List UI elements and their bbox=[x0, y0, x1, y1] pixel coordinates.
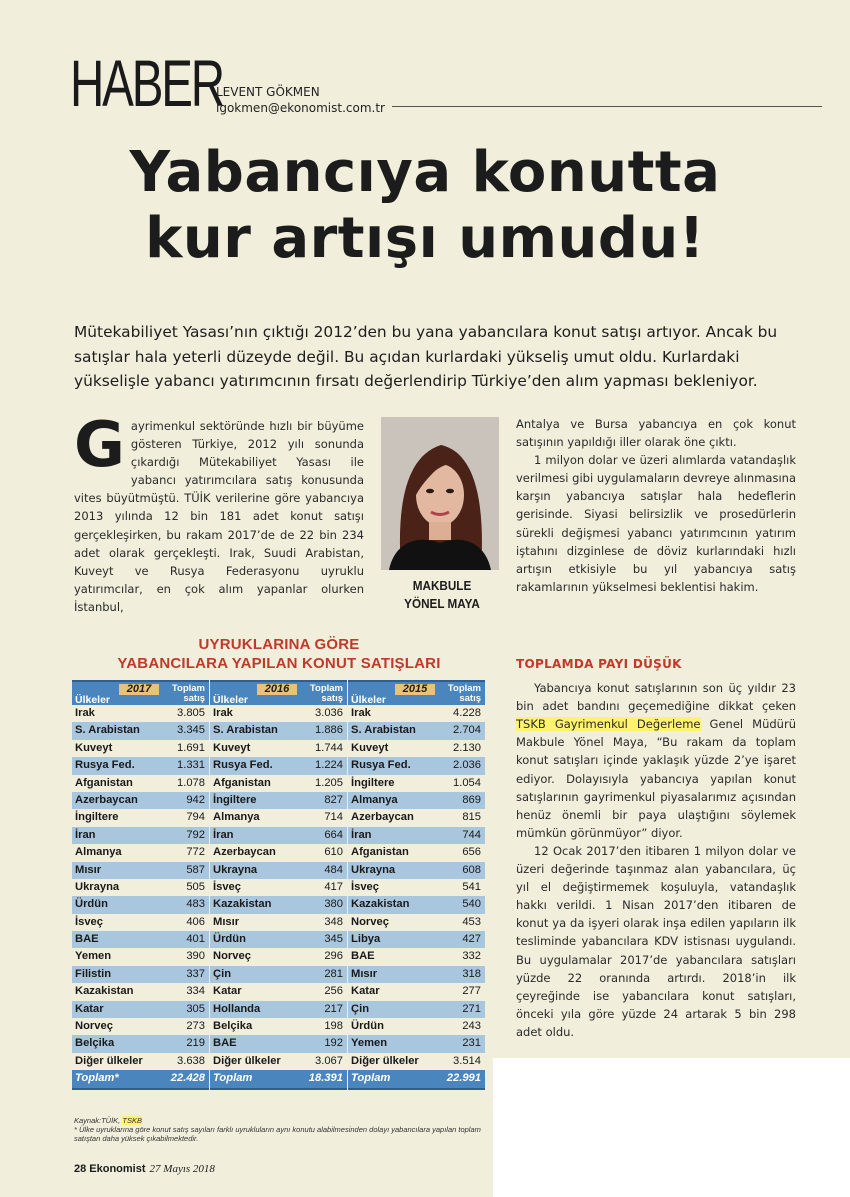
body-paragraph: 1 milyon dolar ve üzeri alımlarda vatandaşlık verilmesi gibi uygulamaların devreye alınmasına karşın yabancıya satışlar hala hedeflerin gerisinde. Siyasi belirsizlik ve prosedürlerin sürekli değişmesi yabancı yatırımcının yatırım iştahını dizginlese de döviz kurlarındaki hızlı artışın etkisiyle bu yıl yabancıya satış rakamlarının yükselmesi beklentisi hakim. bbox=[516, 453, 796, 594]
sales-cell: 792 bbox=[186, 828, 205, 841]
table-row bbox=[210, 948, 347, 965]
column-header-total bbox=[310, 684, 343, 704]
country-cell: Çin bbox=[351, 1002, 370, 1015]
table-row bbox=[210, 827, 347, 844]
table-row bbox=[72, 879, 209, 896]
country-cell: Belçika bbox=[213, 1020, 253, 1033]
author-block bbox=[216, 84, 385, 116]
column-header-country: Ülkeler bbox=[351, 694, 387, 706]
country-cell: Yemen bbox=[75, 950, 112, 963]
author-name: LEVENT GÖKMEN bbox=[216, 85, 320, 99]
country-cell: Norveç bbox=[213, 950, 251, 963]
sales-cell: 390 bbox=[186, 950, 205, 963]
table-row bbox=[72, 931, 209, 948]
sales-cell: 1.078 bbox=[177, 776, 205, 789]
country-cell: İran bbox=[351, 828, 372, 841]
sales-cell: 3.638 bbox=[177, 1054, 205, 1067]
country-cell: BAE bbox=[213, 1037, 237, 1050]
table-row bbox=[348, 809, 485, 826]
sales-cell: 401 bbox=[186, 933, 205, 946]
blank-area bbox=[493, 1058, 850, 1197]
column-header-total-1: Toplam bbox=[171, 683, 205, 694]
sales-cell: 271 bbox=[462, 1002, 481, 1015]
column-header-country: Ülkeler bbox=[75, 694, 111, 706]
headline-line-2: kur artışı umudu! bbox=[145, 206, 705, 271]
country-cell: Kazakistan bbox=[351, 898, 410, 911]
column-header-total-1: Toplam bbox=[447, 683, 481, 694]
table-row bbox=[72, 1018, 209, 1035]
table-row bbox=[210, 966, 347, 983]
sales-cell: 273 bbox=[186, 1020, 205, 1033]
table-row bbox=[348, 705, 485, 722]
country-cell: Rusya Fed. bbox=[75, 759, 135, 772]
table-row bbox=[210, 879, 347, 896]
sales-cell: 1.205 bbox=[315, 776, 343, 789]
country-cell: Azerbaycan bbox=[213, 846, 276, 859]
table-row bbox=[348, 862, 485, 879]
body-column-1 bbox=[74, 408, 364, 616]
table-title-line-2: YABANCILARA YAPILAN KONUT SATIŞLARI bbox=[117, 655, 441, 672]
country-cell: Kuveyt bbox=[351, 741, 389, 754]
sales-cell: 3.067 bbox=[315, 1054, 343, 1067]
sales-cell: 406 bbox=[186, 915, 205, 928]
sales-cell: 3.345 bbox=[177, 724, 205, 737]
sales-cell: 1.886 bbox=[315, 724, 343, 737]
table-row bbox=[348, 740, 485, 757]
sales-cell: 483 bbox=[186, 898, 205, 911]
table-row bbox=[72, 792, 209, 809]
table-row bbox=[348, 775, 485, 792]
sales-cell: 219 bbox=[186, 1037, 205, 1050]
country-cell: Azerbaycan bbox=[75, 793, 138, 806]
column-header-country: Ülkeler bbox=[213, 694, 249, 706]
country-cell: Belçika bbox=[75, 1037, 115, 1050]
table-row bbox=[348, 896, 485, 913]
country-cell: Mısır bbox=[75, 863, 102, 876]
issue-date: 27 Mayıs 2018 bbox=[149, 1163, 215, 1175]
table-row bbox=[72, 914, 209, 931]
total-value: 22.428 bbox=[170, 1072, 205, 1085]
column-header-total-1: Toplam bbox=[309, 683, 343, 694]
table-bottom-rule bbox=[348, 1088, 485, 1090]
country-cell: İsveç bbox=[213, 880, 241, 893]
sales-cell: 1.331 bbox=[177, 759, 205, 772]
body-text: Yabancıya konut satışlarının son üç yıldır 23 bin adet bandını geçemediğine dikkat çeken bbox=[516, 681, 796, 714]
country-cell: İngiltere bbox=[213, 793, 257, 806]
table-row bbox=[210, 931, 347, 948]
sales-cell: 427 bbox=[462, 933, 481, 946]
sales-cell: 3.036 bbox=[315, 707, 343, 719]
sales-cell: 231 bbox=[462, 1037, 481, 1050]
table-row bbox=[210, 1001, 347, 1018]
table-source bbox=[74, 1116, 494, 1143]
table-row bbox=[348, 827, 485, 844]
table-row bbox=[348, 966, 485, 983]
sales-cell: 744 bbox=[462, 828, 481, 841]
country-cell: Diğer ülkeler bbox=[351, 1054, 419, 1067]
sales-cell: 332 bbox=[462, 950, 481, 963]
sales-cell: 608 bbox=[462, 863, 481, 876]
country-cell: Norveç bbox=[75, 1020, 113, 1033]
table-row bbox=[72, 1035, 209, 1052]
country-cell: Irak bbox=[213, 707, 233, 719]
table-row bbox=[348, 983, 485, 1000]
total-label: Toplam* bbox=[75, 1072, 119, 1085]
country-cell: BAE bbox=[351, 950, 375, 963]
table-row bbox=[72, 775, 209, 792]
headline bbox=[0, 140, 850, 272]
country-cell: Mısır bbox=[213, 915, 240, 928]
country-cell: İngiltere bbox=[351, 776, 395, 789]
table-row bbox=[210, 809, 347, 826]
country-cell: Irak bbox=[75, 707, 95, 719]
country-cell: Ukrayna bbox=[75, 880, 120, 893]
sales-cell: 869 bbox=[462, 793, 481, 806]
table-row bbox=[348, 722, 485, 739]
lead-paragraph: Mütekabiliyet Yasası’nın çıktığı 2012’den bu yana yabancılara konut satışı artıyor. Ancak bu satışlar hala yeterli düzeyde değil. Bu açıdan kurlardaki yükseliş umut oldu. Kurlardaki yükselişle yabancı yatırımcının fırsatı değerlendirip Türkiye’den alım yapması bekleniyor. bbox=[74, 323, 778, 390]
table-row bbox=[348, 931, 485, 948]
country-cell: BAE bbox=[75, 933, 99, 946]
table-row bbox=[72, 983, 209, 1000]
sales-cell: 337 bbox=[186, 967, 205, 980]
sales-cell: 243 bbox=[462, 1020, 481, 1033]
column-header-total bbox=[448, 684, 481, 704]
table-row bbox=[348, 879, 485, 896]
country-cell: İran bbox=[75, 828, 96, 841]
total-row bbox=[348, 1070, 485, 1087]
sales-cell: 334 bbox=[186, 985, 205, 998]
caption-line-2: YÖNEL MAYA bbox=[404, 596, 480, 611]
sales-cell: 656 bbox=[462, 846, 481, 859]
table-row bbox=[210, 844, 347, 861]
total-value: 22.991 bbox=[446, 1072, 481, 1085]
table-header bbox=[72, 680, 209, 705]
sales-cell: 380 bbox=[324, 898, 343, 911]
body-column-3-top bbox=[516, 415, 796, 596]
country-cell: Almanya bbox=[351, 793, 398, 806]
sales-cell: 815 bbox=[462, 811, 481, 824]
country-cell: Diğer ülkeler bbox=[75, 1054, 143, 1067]
table-header bbox=[348, 680, 485, 705]
sales-cell: 942 bbox=[186, 793, 205, 806]
total-value: 18.391 bbox=[308, 1072, 343, 1085]
sales-cell: 1.744 bbox=[315, 741, 343, 754]
table-bottom-rule bbox=[210, 1088, 347, 1090]
country-cell: Kuveyt bbox=[213, 741, 251, 754]
table-header bbox=[210, 680, 347, 705]
country-cell: S. Arabistan bbox=[213, 724, 278, 737]
country-cell: Katar bbox=[213, 985, 242, 998]
table-row bbox=[72, 1001, 209, 1018]
total-label: Toplam bbox=[351, 1072, 391, 1085]
country-cell: Afganistan bbox=[213, 776, 271, 789]
body-paragraph: ayrimenkul sektöründe hızlı bir büyüme gösteren Türkiye, 2012 yılı sonunda çıkardığı Mütekabiliyet Yasası ile yabancı yatırımcılara satış konusunda vites büyütmüştü. TÜİK verilerine göre yabancıya 2013 yılında 12 bin 181 adet konut satışı gerçekleşirken, bu rakam 2017’de de 22 bin 234 adet olarak gerçekleşti. Irak, Suudi Arabistan, Kuveyt ve Rusya Federasyonu uyruklu yatırımcılar, en çok alım yapanlar olurken İstanbul, bbox=[74, 419, 364, 614]
portrait-photo bbox=[381, 417, 499, 570]
table-row bbox=[210, 757, 347, 774]
country-cell: Kuveyt bbox=[75, 741, 113, 754]
table-title bbox=[74, 635, 484, 673]
page-label: 28 Ekonomist bbox=[74, 1163, 146, 1175]
table-row bbox=[210, 722, 347, 739]
total-row bbox=[210, 1070, 347, 1087]
caption-line-1: MAKBULE bbox=[412, 578, 472, 593]
sales-cell: 484 bbox=[324, 863, 343, 876]
table-row bbox=[210, 983, 347, 1000]
sales-cell: 296 bbox=[324, 950, 343, 963]
sales-cell: 277 bbox=[462, 985, 481, 998]
sales-cell: 192 bbox=[324, 1037, 343, 1050]
sales-cell: 2.704 bbox=[453, 724, 481, 737]
table-row bbox=[348, 1018, 485, 1035]
sales-cell: 2.130 bbox=[453, 741, 481, 754]
country-cell: Mısır bbox=[351, 967, 378, 980]
body-text: Genel Müdürü Makbule Yönel Maya, “Bu rakam da toplam konut satışları içinde yaklaşık yüzde 2’ye işaret ediyor. Dolayısıyla yabancıya yapılan konut satışlarının gayrimenkul piyasalarımız açısından henüz önemli bir paya ulaştığını söylemek mümkün görünmüyor” diyor. bbox=[516, 717, 796, 840]
country-cell: Irak bbox=[351, 707, 371, 719]
sales-cell: 281 bbox=[324, 967, 343, 980]
table-row bbox=[210, 914, 347, 931]
column-header-total bbox=[172, 684, 205, 704]
sales-cell: 714 bbox=[324, 811, 343, 824]
table-row bbox=[72, 896, 209, 913]
section-heading: TOPLAMDA PAYI DÜŞÜK bbox=[516, 657, 682, 671]
sales-cell: 217 bbox=[324, 1002, 343, 1015]
sales-cell: 541 bbox=[462, 880, 481, 893]
country-cell: Diğer ülkeler bbox=[213, 1054, 281, 1067]
country-cell: Kazakistan bbox=[75, 985, 134, 998]
table-row bbox=[72, 809, 209, 826]
body-column-3-bottom bbox=[516, 655, 796, 1041]
body-paragraph bbox=[516, 679, 796, 842]
table-row bbox=[72, 862, 209, 879]
table-row bbox=[72, 705, 209, 722]
sales-cell: 610 bbox=[324, 846, 343, 859]
table-row bbox=[210, 862, 347, 879]
table-row bbox=[72, 948, 209, 965]
country-cell: Rusya Fed. bbox=[213, 759, 273, 772]
table-row bbox=[348, 948, 485, 965]
table-row bbox=[348, 844, 485, 861]
country-cell: Ürdün bbox=[75, 898, 108, 911]
sales-cell: 772 bbox=[186, 846, 205, 859]
header-rule bbox=[392, 106, 822, 107]
sales-cell: 417 bbox=[324, 880, 343, 893]
sales-cell: 1.054 bbox=[453, 776, 481, 789]
country-cell: Afganistan bbox=[75, 776, 133, 789]
sales-cell: 3.514 bbox=[453, 1054, 481, 1067]
highlighted-text: TSKB Gayrimenkul Değerleme bbox=[516, 717, 701, 732]
table-row bbox=[210, 705, 347, 722]
table-row bbox=[348, 1035, 485, 1052]
country-cell: Katar bbox=[75, 1002, 104, 1015]
table-row bbox=[210, 1035, 347, 1052]
country-cell: Kazakistan bbox=[213, 898, 272, 911]
country-cell: Almanya bbox=[213, 811, 260, 824]
source-highlight: TSKB bbox=[122, 1116, 142, 1125]
body-paragraph: 12 Ocak 2017’den itibaren 1 milyon dolar ve üzeri değerinde taşınmaz alan yabancılara, üç yıl el değiştirmemek koşuluyla, vatandaşlık hakkı verildi. 1 Nisan 2017’den itibaren de konut ya da işyeri olarak inşa edilen yapıların ilk tesliminde yabancılara KDV istisnası uygulandı. Bu uygulamalar 2017’de yabancılara satışları yüzde 22 oranında artırdı. 2018’in ilk çeyreğinde ise yabancılara konut satışları, önceki yıla göre yüzde 24 artarak 5 bin 298 adet oldu. bbox=[516, 843, 796, 1039]
table-row bbox=[348, 914, 485, 931]
country-cell: Ukrayna bbox=[351, 863, 396, 876]
source-text: Kaynak:TÜİK, bbox=[74, 1116, 123, 1125]
table-row bbox=[348, 1001, 485, 1018]
column-header-total-2: satış bbox=[183, 693, 205, 704]
country-cell: Rusya Fed. bbox=[351, 759, 411, 772]
table-title-line-1: UYRUKLARINA GÖRE bbox=[198, 636, 360, 653]
table-footnote: * Ülke uyruklarına göre konut satış sayıları farklı uyrukluların aynı konutu alabilmesinden dolayı yabancılara yapılan toplam satıştan daha yüksek çıkabilmektedir. bbox=[74, 1125, 481, 1143]
body-paragraph: Antalya ve Bursa yabancıya en çok konut satışının yapıldığı iller olarak öne çıktı. bbox=[516, 417, 796, 450]
country-cell: Katar bbox=[351, 985, 380, 998]
dropcap: G bbox=[74, 408, 125, 481]
table-row bbox=[72, 966, 209, 983]
year-label: 2015 bbox=[395, 684, 435, 695]
sales-cell: 3.805 bbox=[177, 707, 205, 719]
source-line bbox=[74, 1116, 494, 1125]
table-row bbox=[72, 740, 209, 757]
country-cell: Filistin bbox=[75, 967, 112, 980]
sales-cell: 540 bbox=[462, 898, 481, 911]
table-row bbox=[72, 722, 209, 739]
country-cell: S. Arabistan bbox=[351, 724, 416, 737]
table-row bbox=[72, 1053, 209, 1070]
sales-cell: 256 bbox=[324, 985, 343, 998]
country-cell: Çin bbox=[213, 967, 232, 980]
sales-cell: 198 bbox=[324, 1020, 343, 1033]
sales-cell: 348 bbox=[324, 915, 343, 928]
table-row bbox=[210, 896, 347, 913]
total-label: Toplam bbox=[213, 1072, 253, 1085]
table-row bbox=[210, 792, 347, 809]
table-row bbox=[348, 1053, 485, 1070]
table-2017 bbox=[72, 680, 209, 1090]
country-cell: İngiltere bbox=[75, 811, 119, 824]
sales-cell: 1.691 bbox=[177, 741, 205, 754]
table-row bbox=[210, 1018, 347, 1035]
country-cell: Libya bbox=[351, 933, 381, 946]
sales-cell: 318 bbox=[462, 967, 481, 980]
country-cell: Hollanda bbox=[213, 1002, 261, 1015]
table-row bbox=[72, 827, 209, 844]
sales-cell: 794 bbox=[186, 811, 205, 824]
country-cell: S. Arabistan bbox=[75, 724, 140, 737]
sales-cell: 664 bbox=[324, 828, 343, 841]
total-row bbox=[72, 1070, 209, 1087]
country-cell: Afganistan bbox=[351, 846, 409, 859]
country-cell: Almanya bbox=[75, 846, 122, 859]
table-row bbox=[210, 740, 347, 757]
country-cell: Norveç bbox=[351, 915, 389, 928]
column-header-total-2: satış bbox=[321, 693, 343, 704]
country-cell: Ürdün bbox=[213, 933, 246, 946]
year-label: 2016 bbox=[257, 684, 297, 695]
country-cell: Azerbaycan bbox=[351, 811, 414, 824]
photo-caption bbox=[389, 577, 495, 613]
author-email[interactable]: lgokmen@ekonomist.com.tr bbox=[216, 101, 385, 115]
table-row bbox=[210, 775, 347, 792]
sales-cell: 345 bbox=[324, 933, 343, 946]
page-footer bbox=[74, 1163, 215, 1175]
country-cell: İsveç bbox=[351, 880, 379, 893]
headline-line-1: Yabancıya konutta bbox=[129, 140, 721, 205]
country-cell: İsveç bbox=[75, 915, 103, 928]
sales-cell: 587 bbox=[186, 863, 205, 876]
sales-cell: 4.228 bbox=[453, 707, 481, 719]
table-row bbox=[210, 1053, 347, 1070]
country-cell: Yemen bbox=[351, 1037, 388, 1050]
sales-cell: 453 bbox=[462, 915, 481, 928]
sales-cell: 305 bbox=[186, 1002, 205, 1015]
table-2015 bbox=[348, 680, 485, 1090]
table-row bbox=[348, 792, 485, 809]
sales-cell: 2.036 bbox=[453, 759, 481, 772]
country-cell: İran bbox=[213, 828, 234, 841]
country-cell: Ürdün bbox=[351, 1020, 384, 1033]
table-bottom-rule bbox=[72, 1088, 209, 1090]
sales-cell: 827 bbox=[324, 793, 343, 806]
year-label: 2017 bbox=[119, 684, 159, 695]
sales-cell: 1.224 bbox=[315, 759, 343, 772]
column-header-total-2: satış bbox=[459, 693, 481, 704]
table-2016 bbox=[210, 680, 347, 1090]
table-row bbox=[72, 757, 209, 774]
table-row bbox=[72, 844, 209, 861]
table-row bbox=[348, 757, 485, 774]
country-cell: Ukrayna bbox=[213, 863, 258, 876]
sales-cell: 505 bbox=[186, 880, 205, 893]
section-label: HABER bbox=[70, 46, 223, 120]
